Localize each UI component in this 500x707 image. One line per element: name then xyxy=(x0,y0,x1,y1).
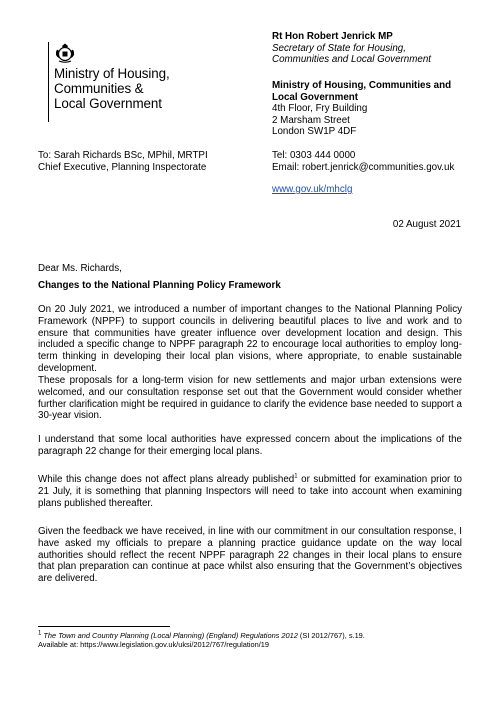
body-paragraph-3: I understand that some local authorities have expressed concern about the implications of the paragraph 22 change for their emerging local plans. xyxy=(38,434,462,457)
address-line-3: London SW1P 4DF xyxy=(272,126,357,138)
sender-role-line-2: Communities and Local Government xyxy=(272,54,432,66)
address-line-1: 4th Floor, Fry Building xyxy=(272,103,368,115)
dept-line-2: Communities & xyxy=(54,81,144,96)
footnote xyxy=(38,631,468,650)
footnote-citation: (SI 2012/767), s.19. xyxy=(297,631,365,640)
body-paragraph-2: These proposals for a long-term vision for new settlements and major urban extensions were welcomed, and our consultation response set out that the Government would consider whether further clarification might be required in guidance to clarify the evidence base needed to support a 30-year vision. xyxy=(38,375,462,422)
paragraph-4-part-2: or submitted for examination prior to 21 July, it is something that planning Inspectors will need to take into account when examining plans published thereafter. xyxy=(38,474,462,509)
body-paragraph-1: On 20 July 2021, we introduced a number of important changes to the National Planning Policy Framework (NPPF) to support councils in delivering beautiful places to live and work and to ensure that communities have greater influence over development location and design. This included a specific change to NPPF paragraph 22 to encourage local authorities to employ long-term thinking in developing their local plan visions, where appropriate, to enable sustainable development. xyxy=(38,304,462,374)
contact-tel: Tel: 0303 444 0000 xyxy=(272,150,356,161)
recipient-line-1: To: Sarah Richards BSc, MPhil, MRTPI xyxy=(38,150,208,161)
footnote-line-1 xyxy=(38,631,468,640)
footnote-divider xyxy=(38,626,170,627)
body-paragraph-4 xyxy=(38,474,462,509)
footnote-number: 1 xyxy=(38,630,42,637)
paragraph-4-part-1: While this change does not affect plans already published xyxy=(38,474,295,485)
sender-block xyxy=(272,31,431,66)
sender-name: Rt Hon Robert Jenrick MP xyxy=(272,31,393,42)
address-line-2: 2 Marsham Street xyxy=(272,114,350,126)
subject-heading: Changes to the National Planning Policy Framework xyxy=(38,280,281,291)
letter-date: 02 August 2021 xyxy=(392,219,461,230)
address-org-line-1: Ministry of Housing, Communities and xyxy=(272,80,452,91)
logo-rule xyxy=(48,42,49,122)
address-block xyxy=(272,80,451,138)
address-org-line-2: Local Government xyxy=(272,91,359,103)
dept-line-1: Ministry of Housing, xyxy=(54,66,170,81)
salutation: Dear Ms. Richards, xyxy=(38,263,122,274)
footnote-line-2: Available at: https://www.legislation.gov.uk/uksi/2012/767/regulation/19 xyxy=(38,640,270,650)
recipient-block xyxy=(38,150,208,174)
website-link[interactable]: www.gov.uk/mhclg xyxy=(272,184,353,195)
contact-block xyxy=(272,150,454,174)
contact-email: Email: robert.jenrick@communities.gov.uk xyxy=(272,162,455,173)
royal-arms-crest-icon xyxy=(54,42,76,64)
body-paragraph-5: Given the feedback we have received, in line with our commitment in our consultation response, I have asked my officials to prepare a planning practice guidance update on the way local authorities should reflect the recent NPPF paragraph 22 changes in their local plans to ensure that plan preparation can continue at pace whilst also ensuring that the Government’s objectives are delivered. xyxy=(38,526,462,585)
footnote-reference[interactable]: 1 xyxy=(294,473,298,480)
sender-role-line-1: Secretary of State for Housing, xyxy=(272,42,406,54)
dept-line-3: Local Government xyxy=(54,96,162,111)
recipient-line-2: Chief Executive, Planning Inspectorate xyxy=(38,162,207,173)
footnote-title: The Town and Country Planning (Local Planning) (England) Regulations 2012 xyxy=(43,631,298,640)
department-name xyxy=(54,66,170,111)
